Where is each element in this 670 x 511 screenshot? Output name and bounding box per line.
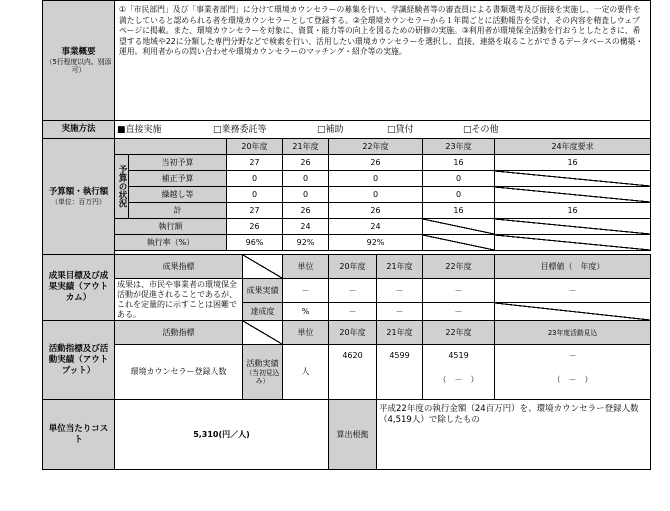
cost-basis-text: 平成22年度の執行金額（24百万円）を、環境カウンセラー登録人数（4,519人）で除したもの (377, 400, 651, 470)
budget-cell: 26 (329, 155, 423, 171)
budget-cell: 26 (283, 203, 329, 219)
overview-note: （5行程度以内。別添可） (45, 58, 112, 74)
executed-cell-na (495, 219, 651, 235)
budget-cell: 16 (423, 155, 495, 171)
method-loan: □貸付 (387, 124, 414, 135)
outcome-label: 成果目標及び成果実績（アウトカム） (43, 255, 115, 321)
outcome-cell: － (283, 279, 329, 303)
executed-label: 執行額 (115, 219, 227, 235)
outcome-row2-label: 達成度 (243, 303, 283, 321)
outcome-cell: － (495, 279, 651, 303)
budget-group-cell (115, 155, 129, 219)
output-cell: 4599 (377, 345, 423, 400)
project-sheet (42, 0, 650, 511)
executed-cell: 26 (227, 219, 283, 235)
budget-cell: 27 (227, 203, 283, 219)
budget-cell: 0 (283, 171, 329, 187)
output-unit: 人 (283, 345, 329, 400)
budget-year-20: 20年度 (227, 139, 283, 155)
budget-cell: 0 (329, 187, 423, 203)
budget-year-21: 21年度 (283, 139, 329, 155)
outcome-cell: － (423, 279, 495, 303)
outcome-target-header: 目標値（ 年度） (495, 255, 651, 279)
output-cell-23 (495, 345, 651, 400)
outcome-unit-header: 単位 (283, 255, 329, 279)
outcome-cell-na (495, 303, 651, 321)
budget-label: 予算額・執行額 (48, 187, 109, 197)
rate-cell: 96% (227, 235, 283, 251)
output-estimate: （ － ） (438, 375, 479, 384)
output-indicator-text: 環境カウンセラー登録人数 (115, 345, 243, 400)
budget-row-label: 当初予算 (129, 155, 227, 171)
overview-label: 事業概要 (61, 47, 96, 57)
budget-row-label: 繰越し等 (129, 187, 227, 203)
outcome-indicator-text: 成果は、市民や事業者の環境保全活動が促進されることであるが、これを定量的に示すことは困難である。 (115, 279, 243, 321)
output-row-label: 活動実績 (246, 359, 279, 368)
method-outsource: □業務委託等 (213, 124, 267, 135)
method-options (115, 121, 651, 139)
outcome-year-22: 22年度 (423, 255, 495, 279)
budget-cell: 0 (329, 171, 423, 187)
budget-cell: 27 (227, 155, 283, 171)
output-estimate: （ － ） (552, 375, 593, 384)
budget-cell: 16 (495, 155, 651, 171)
cost-label: 単位当たりコスト (43, 400, 115, 470)
output-next-header: 23年度活動見込 (495, 321, 651, 345)
output-year-22: 22年度 (423, 321, 495, 345)
budget-cell-na (495, 187, 651, 203)
budget-year-22: 22年度 (329, 139, 423, 155)
output-year-21: 21年度 (377, 321, 423, 345)
output-value: － (568, 351, 577, 360)
method-subsidy: □補助 (317, 124, 344, 135)
executed-cell: 24 (283, 219, 329, 235)
budget-row-label: 補正予算 (129, 171, 227, 187)
budget-cell: 0 (283, 187, 329, 203)
cost-value: 5,310(円／人) (115, 400, 329, 470)
executed-cell-na (423, 219, 495, 235)
output-row-label-cell (243, 345, 283, 400)
output-indicator-header: 活動指標 (115, 321, 243, 345)
rate-cell: 92% (283, 235, 329, 251)
budget-unit: （単位：百万円） (51, 198, 106, 206)
rate-cell: 92% (329, 235, 423, 251)
output-unit-header: 単位 (283, 321, 329, 345)
budget-cell: 26 (329, 203, 423, 219)
budget-year-23: 23年度 (423, 139, 495, 155)
executed-cell: 24 (329, 219, 423, 235)
outcome-cell: － (377, 303, 423, 321)
outcome-cell: － (329, 303, 377, 321)
method-other: □その他 (463, 124, 499, 135)
output-cell-22 (423, 345, 495, 400)
budget-cell: 0 (227, 171, 283, 187)
output-value: 4519 (448, 351, 469, 360)
overview-label-cell (43, 1, 115, 121)
rate-label: 執行率（%） (115, 235, 227, 251)
outcome-cell: － (423, 303, 495, 321)
budget-cell: 0 (227, 187, 283, 203)
budget-cell: 0 (423, 187, 495, 203)
rate-cell-na (423, 235, 495, 251)
outcome-year-21: 21年度 (377, 255, 423, 279)
overview-text: ①「市民部門」及び「事業者部門」に分けて環境カウンセラーの募集を行い、学識経験者等の審査員による書類選考及び面接を実施し、一定の要件を満たしていると認められる者を環境カウンセラーとして登録する。②全環境カウンセラーから１年間ごとに活動報告を受け、その内容を精査しウェブページに掲載。また、環境カウンセラーを対象に、資質・能力等の向上を図るための研修の実施。③利用者が環境保全活動を行おうとしたときに、希望する地域や22に分類した専門分野などで検索を行い、活用したい環境カウンセラーを選択し、直接、連絡を取ることができるデータベースの構築・運用。利用者からの問い合わせや環境カウンセラーのマッチング・紹介等の実施。 (115, 1, 651, 121)
outcome-cell: － (329, 279, 377, 303)
method-direct: ■直接実施 (117, 124, 162, 135)
budget-cell: 16 (495, 203, 651, 219)
budget-row-label: 計 (129, 203, 227, 219)
budget-group: 予算の状況 (117, 165, 127, 208)
outcome-cell: % (283, 303, 329, 321)
budget-year-24: 24年度要求 (495, 139, 651, 155)
budget-label-cell (43, 139, 115, 255)
output-label: 活動指標及び活動実績（アウトプット） (43, 321, 115, 400)
budget-cell: 26 (283, 155, 329, 171)
outcome-year-20: 20年度 (329, 255, 377, 279)
outcome-row1-label: 成果実績 (243, 279, 283, 303)
outcome-cell: － (377, 279, 423, 303)
budget-cell-na (495, 171, 651, 187)
cost-basis-label: 算出根拠 (329, 400, 377, 470)
budget-cell: 0 (423, 171, 495, 187)
output-cell: 4620 (329, 345, 377, 400)
outcome-indicator-header: 成果指標 (115, 255, 243, 279)
method-label: 実施方法 (43, 121, 115, 139)
rate-cell-na (495, 235, 651, 251)
output-row-sub: （当初見込み） (245, 369, 280, 385)
output-year-20: 20年度 (329, 321, 377, 345)
budget-cell: 16 (423, 203, 495, 219)
